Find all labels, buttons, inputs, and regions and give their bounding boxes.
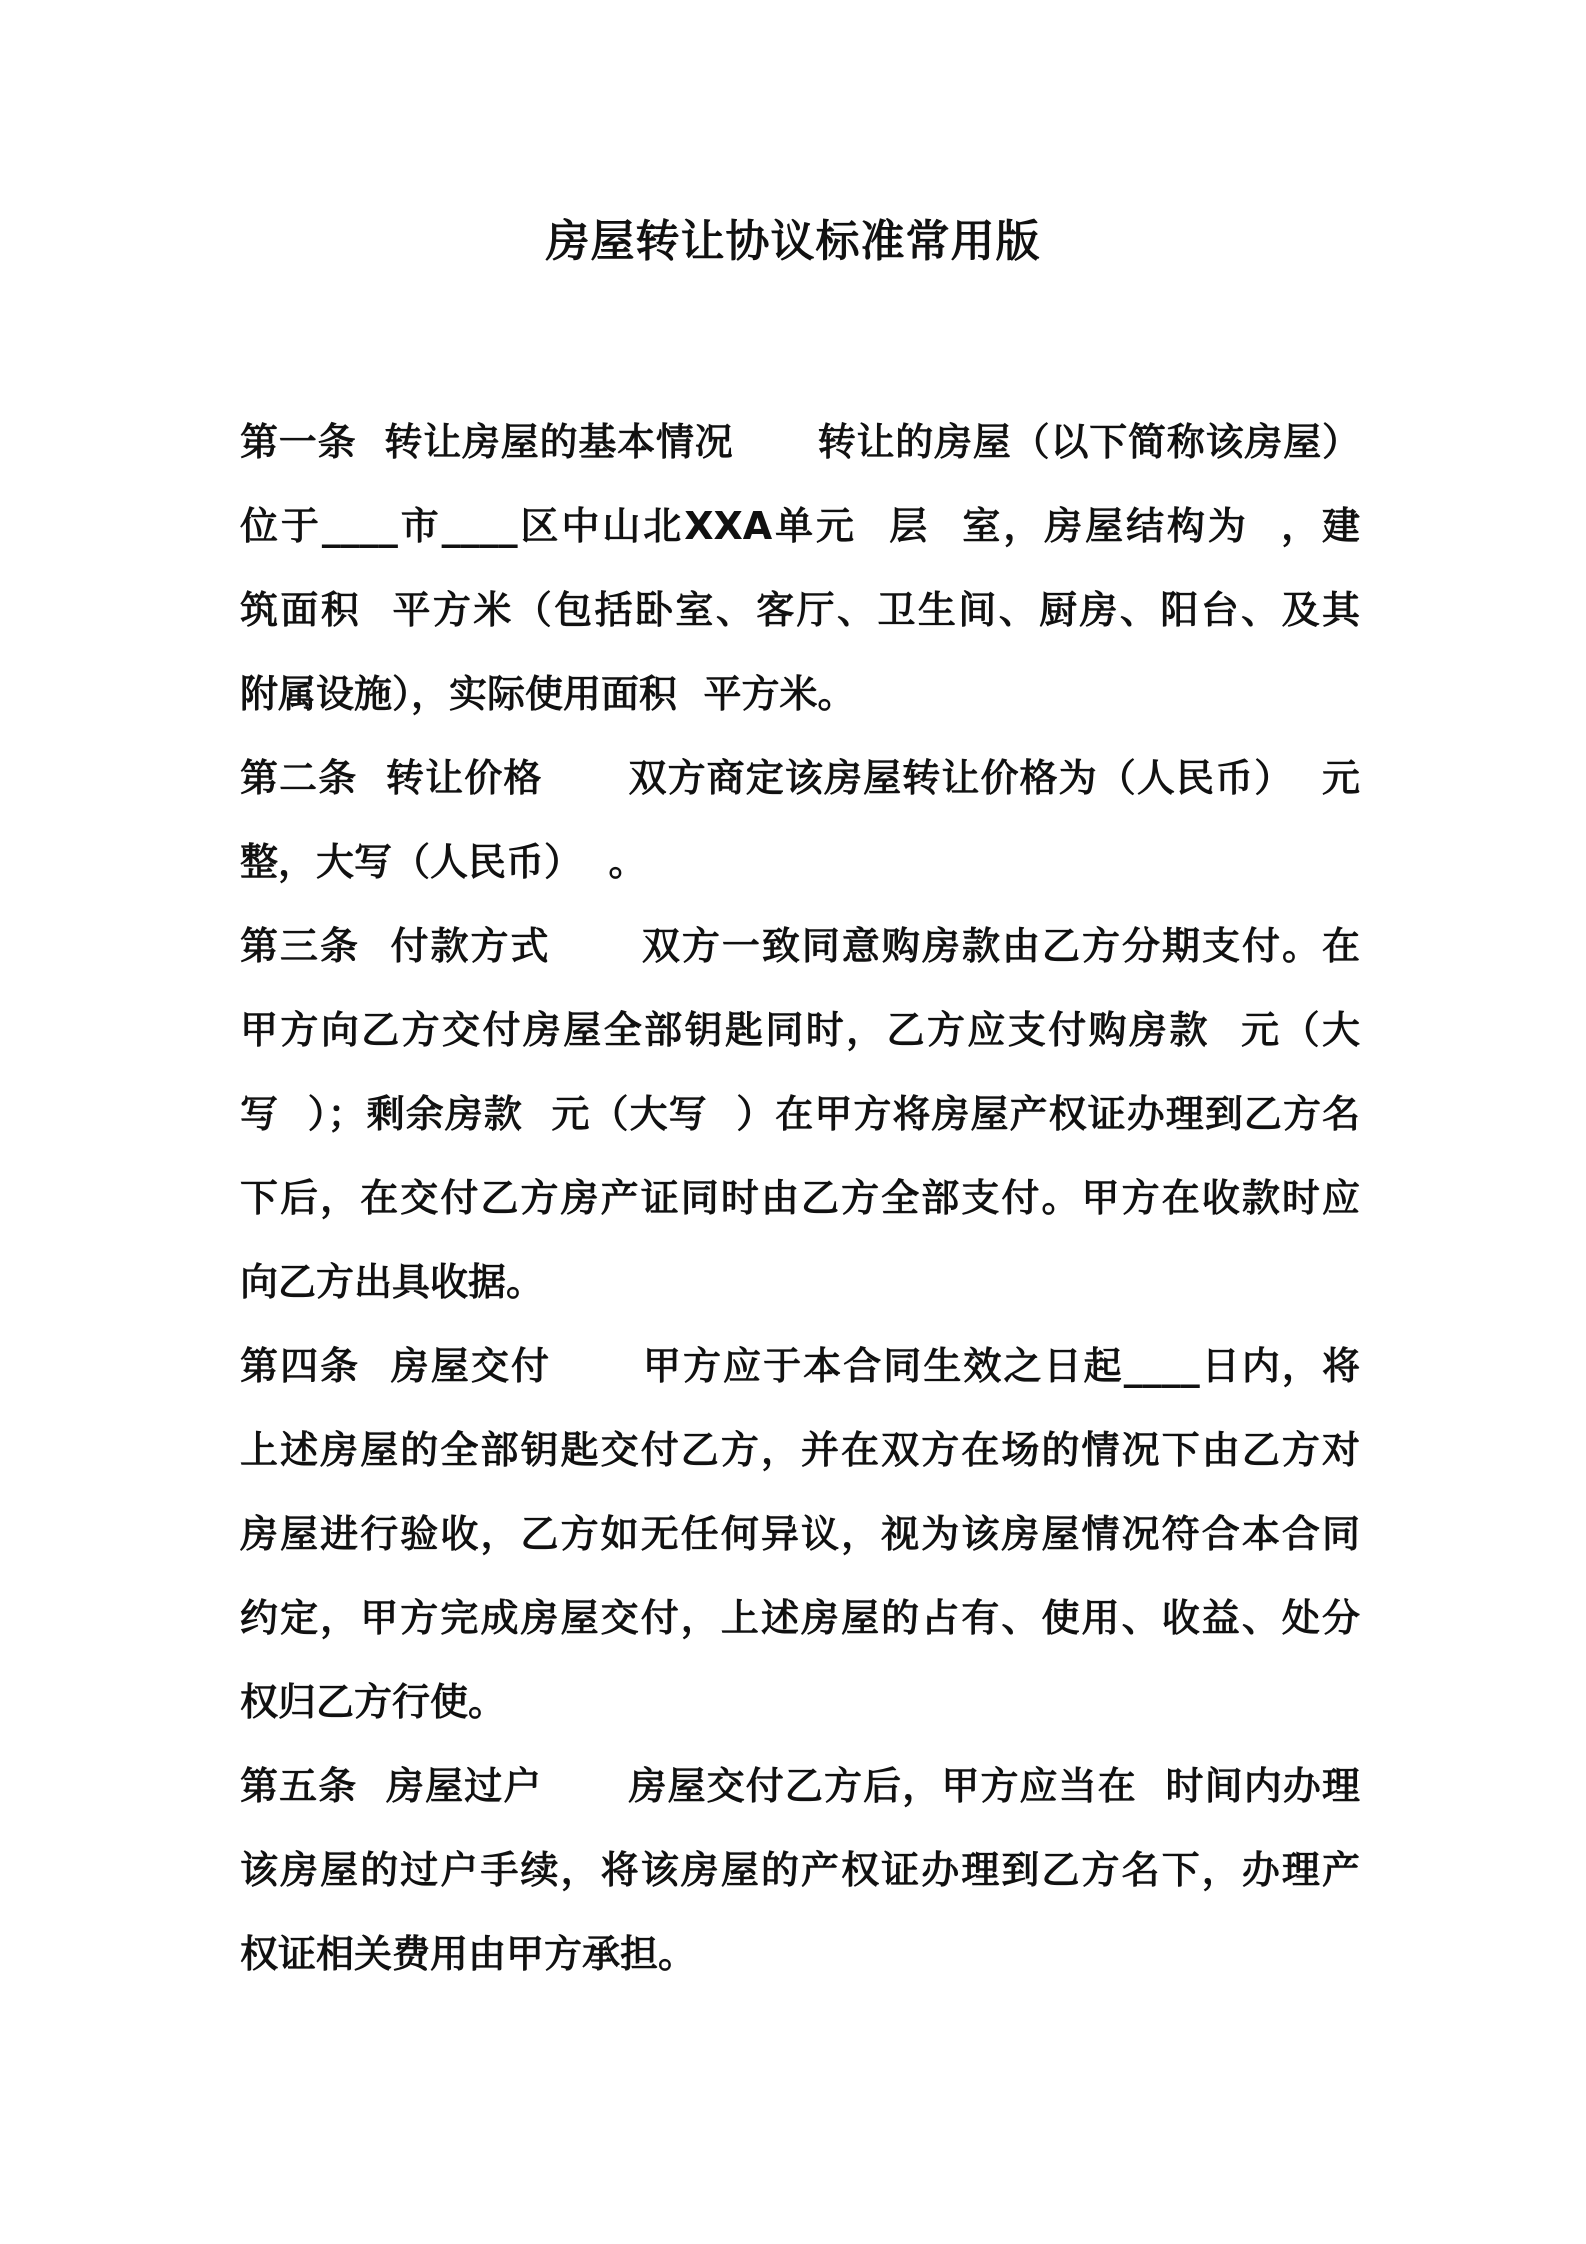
document-title: 房屋转让协议标准常用版 — [545, 216, 1041, 267]
document-body — [240, 400, 1360, 1996]
body-line: 房屋进行验收，乙方如无任何异议，视为该房屋情况符合本合同 — [240, 1512, 1360, 1556]
body-line: 第一条 转让房屋的基本情况 转让的房屋（以下简称该房屋） — [240, 420, 1360, 464]
body-line: 位于____市____区中山北XXA单元 层 室，房屋结构为 ，建 — [240, 504, 1360, 548]
body-line: 附属设施），实际使用面积 平方米。 — [240, 672, 856, 716]
body-line: 该房屋的过户手续，将该房屋的产权证办理到乙方名下，办理产 — [240, 1848, 1360, 1892]
body-line: 下后，在交付乙方房产证同时由乙方全部支付。甲方在收款时应 — [240, 1176, 1360, 1220]
body-line: 写 ）；剩余房款 元（大写 ）在甲方将房屋产权证办理到乙方名 — [240, 1092, 1360, 1136]
body-line: 约定，甲方完成房屋交付，上述房屋的占有、使用、收益、处分 — [240, 1596, 1360, 1640]
body-line: 第四条 房屋交付 甲方应于本合同生效之日起____日内，将 — [240, 1344, 1360, 1388]
body-line: 权归乙方行使。 — [240, 1680, 507, 1724]
body-line: 权证相关费用由甲方承担。 — [240, 1932, 697, 1976]
body-line: 筑面积 平方米（包括卧室、客厅、卫生间、厨房、阳台、及其 — [240, 588, 1360, 632]
body-line: 第三条 付款方式 双方一致同意购房款由乙方分期支付。在 — [240, 924, 1360, 968]
body-line: 第二条 转让价格 双方商定该房屋转让价格为（人民币） 元 — [240, 756, 1360, 800]
body-line: 向乙方出具收据。 — [240, 1260, 545, 1304]
body-line: 第五条 房屋过户 房屋交付乙方后，甲方应当在 时间内办理 — [240, 1764, 1360, 1808]
body-line: 上述房屋的全部钥匙交付乙方，并在双方在场的情况下由乙方对 — [240, 1428, 1360, 1472]
body-line: 甲方向乙方交付房屋全部钥匙同时，乙方应支付购房款 元（大 — [240, 1008, 1360, 1052]
body-line: 整，大写（人民币） 。 — [240, 840, 647, 884]
